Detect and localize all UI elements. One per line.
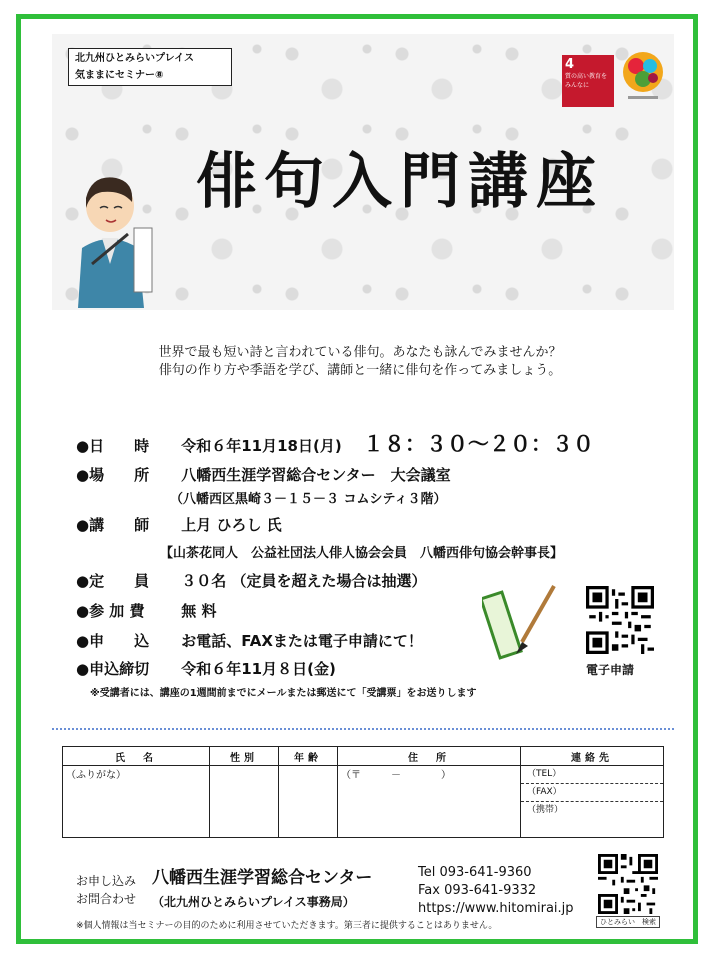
fax-label: （FAX） [521, 784, 663, 802]
apply-to-label: お申し込み [76, 874, 137, 888]
footer-url[interactable]: https://www.hitomirai.jp [418, 901, 574, 916]
fee-value: 無 料 [181, 602, 217, 620]
address-field[interactable] [338, 766, 521, 838]
website-qr-code[interactable] [598, 854, 658, 914]
lecturer-affiliation: 【山茶花同人 公益社団法人俳人協会会員 八幡西俳句協会幹事長】 [160, 546, 564, 561]
date-label: ●日 時 [76, 437, 150, 455]
age-field[interactable] [279, 766, 338, 838]
intro-text [0, 344, 720, 380]
search-tag: ひとみらい 検索 [596, 916, 660, 928]
sdg-goal-4-logo [562, 55, 614, 107]
org-sub: （北九州ひとみらいプレイス事務局） [152, 895, 355, 909]
time-value: １８：３０～２０：３０ [362, 432, 594, 456]
date-value: 令和６年11月18日(月) [181, 437, 342, 455]
capacity-row [76, 570, 426, 591]
place-value: 八幡西生涯学習総合センター 大会議室 [181, 466, 451, 484]
fee-row [76, 600, 216, 621]
apply-row [76, 630, 423, 651]
series-line1: 北九州ひとみらいプレイス [75, 53, 194, 64]
footer-labels [76, 872, 136, 908]
footer-contact [418, 864, 574, 918]
postal-code-label: （〒 － ） [341, 770, 451, 781]
date-row [76, 428, 594, 458]
haiku-poet-illustration [72, 168, 162, 308]
header-gender: 性別 [210, 747, 279, 766]
place-address: （八幡西区黒崎３－１５－３ コムシティ３階） [170, 492, 447, 507]
lecturer-row [76, 514, 282, 535]
contact-field[interactable] [521, 766, 664, 838]
footer-organization [152, 866, 372, 914]
tanzaku-brush-icon [482, 580, 562, 660]
sdg-text: 質の高い教育をみんなに [565, 73, 608, 89]
capacity-value: ３０名 （定員を超えた場合は抽選） [181, 572, 427, 590]
apply-value: お電話、FAXまたは電子申請にて！ [181, 632, 423, 650]
header-age: 年齢 [279, 747, 338, 766]
lecturer-label: ●講 師 [76, 516, 150, 534]
fee-label: ●参 加 費 [76, 602, 145, 620]
lecturer-value: 上月 ひろし 氏 [181, 516, 282, 534]
series-line2: 気ままにセミナー⑧ [75, 70, 164, 81]
mobile-label: （携帯） [527, 805, 564, 815]
page-title: 俳句入門講座 [196, 147, 604, 217]
apply-label: ●申 込 [76, 632, 150, 650]
header-contact: 連絡先 [521, 747, 664, 766]
qr-label: 電子申請 [586, 663, 635, 677]
tel-label: （TEL） [521, 766, 663, 784]
footer-fax: Fax 093-641-9332 [418, 883, 537, 898]
deadline-row [76, 658, 336, 679]
furigana-label: （ふりがな） [66, 770, 126, 781]
name-field[interactable] [63, 766, 210, 838]
cut-line [52, 728, 674, 730]
intro-line2: 俳句の作り方や季語を学び、講師と一緒に俳句を作ってみましょう。 [158, 363, 562, 378]
inquiry-label: お問合わせ [76, 892, 137, 906]
form-header-row [63, 747, 664, 766]
sdg-number: 4 [565, 57, 575, 72]
header-address: 住 所 [338, 747, 521, 766]
intro-line1: 世界で最も短い詩と言われている俳句。あなたも詠んでみませんか？ [158, 345, 562, 360]
org-name: 八幡西生涯学習総合センター [152, 868, 373, 888]
gender-field[interactable] [210, 766, 279, 838]
footer-tel: Tel 093-641-9360 [418, 865, 532, 880]
deadline-value: 令和６年11月８日(金) [181, 660, 336, 678]
privacy-note: ※個人情報は当セミナーの目的のために利用させていただきます。第三者に提供することはありません。 [76, 921, 498, 931]
place-row [76, 464, 451, 485]
kitakyushu-sdgs-logo [618, 48, 668, 106]
form-entry-row [63, 766, 664, 838]
deadline-label: ●申込締切 [76, 660, 150, 678]
capacity-label: ●定 員 [76, 572, 150, 590]
series-label [68, 48, 232, 86]
ticket-note: ※受講者には、講座の1週間前までにメールまたは郵送にて「受講票」をお送りします [90, 688, 477, 699]
header-name: 氏 名 [63, 747, 210, 766]
online-application-qr-code[interactable] [586, 586, 654, 654]
place-label: ●場 所 [76, 466, 150, 484]
application-form [62, 746, 664, 838]
